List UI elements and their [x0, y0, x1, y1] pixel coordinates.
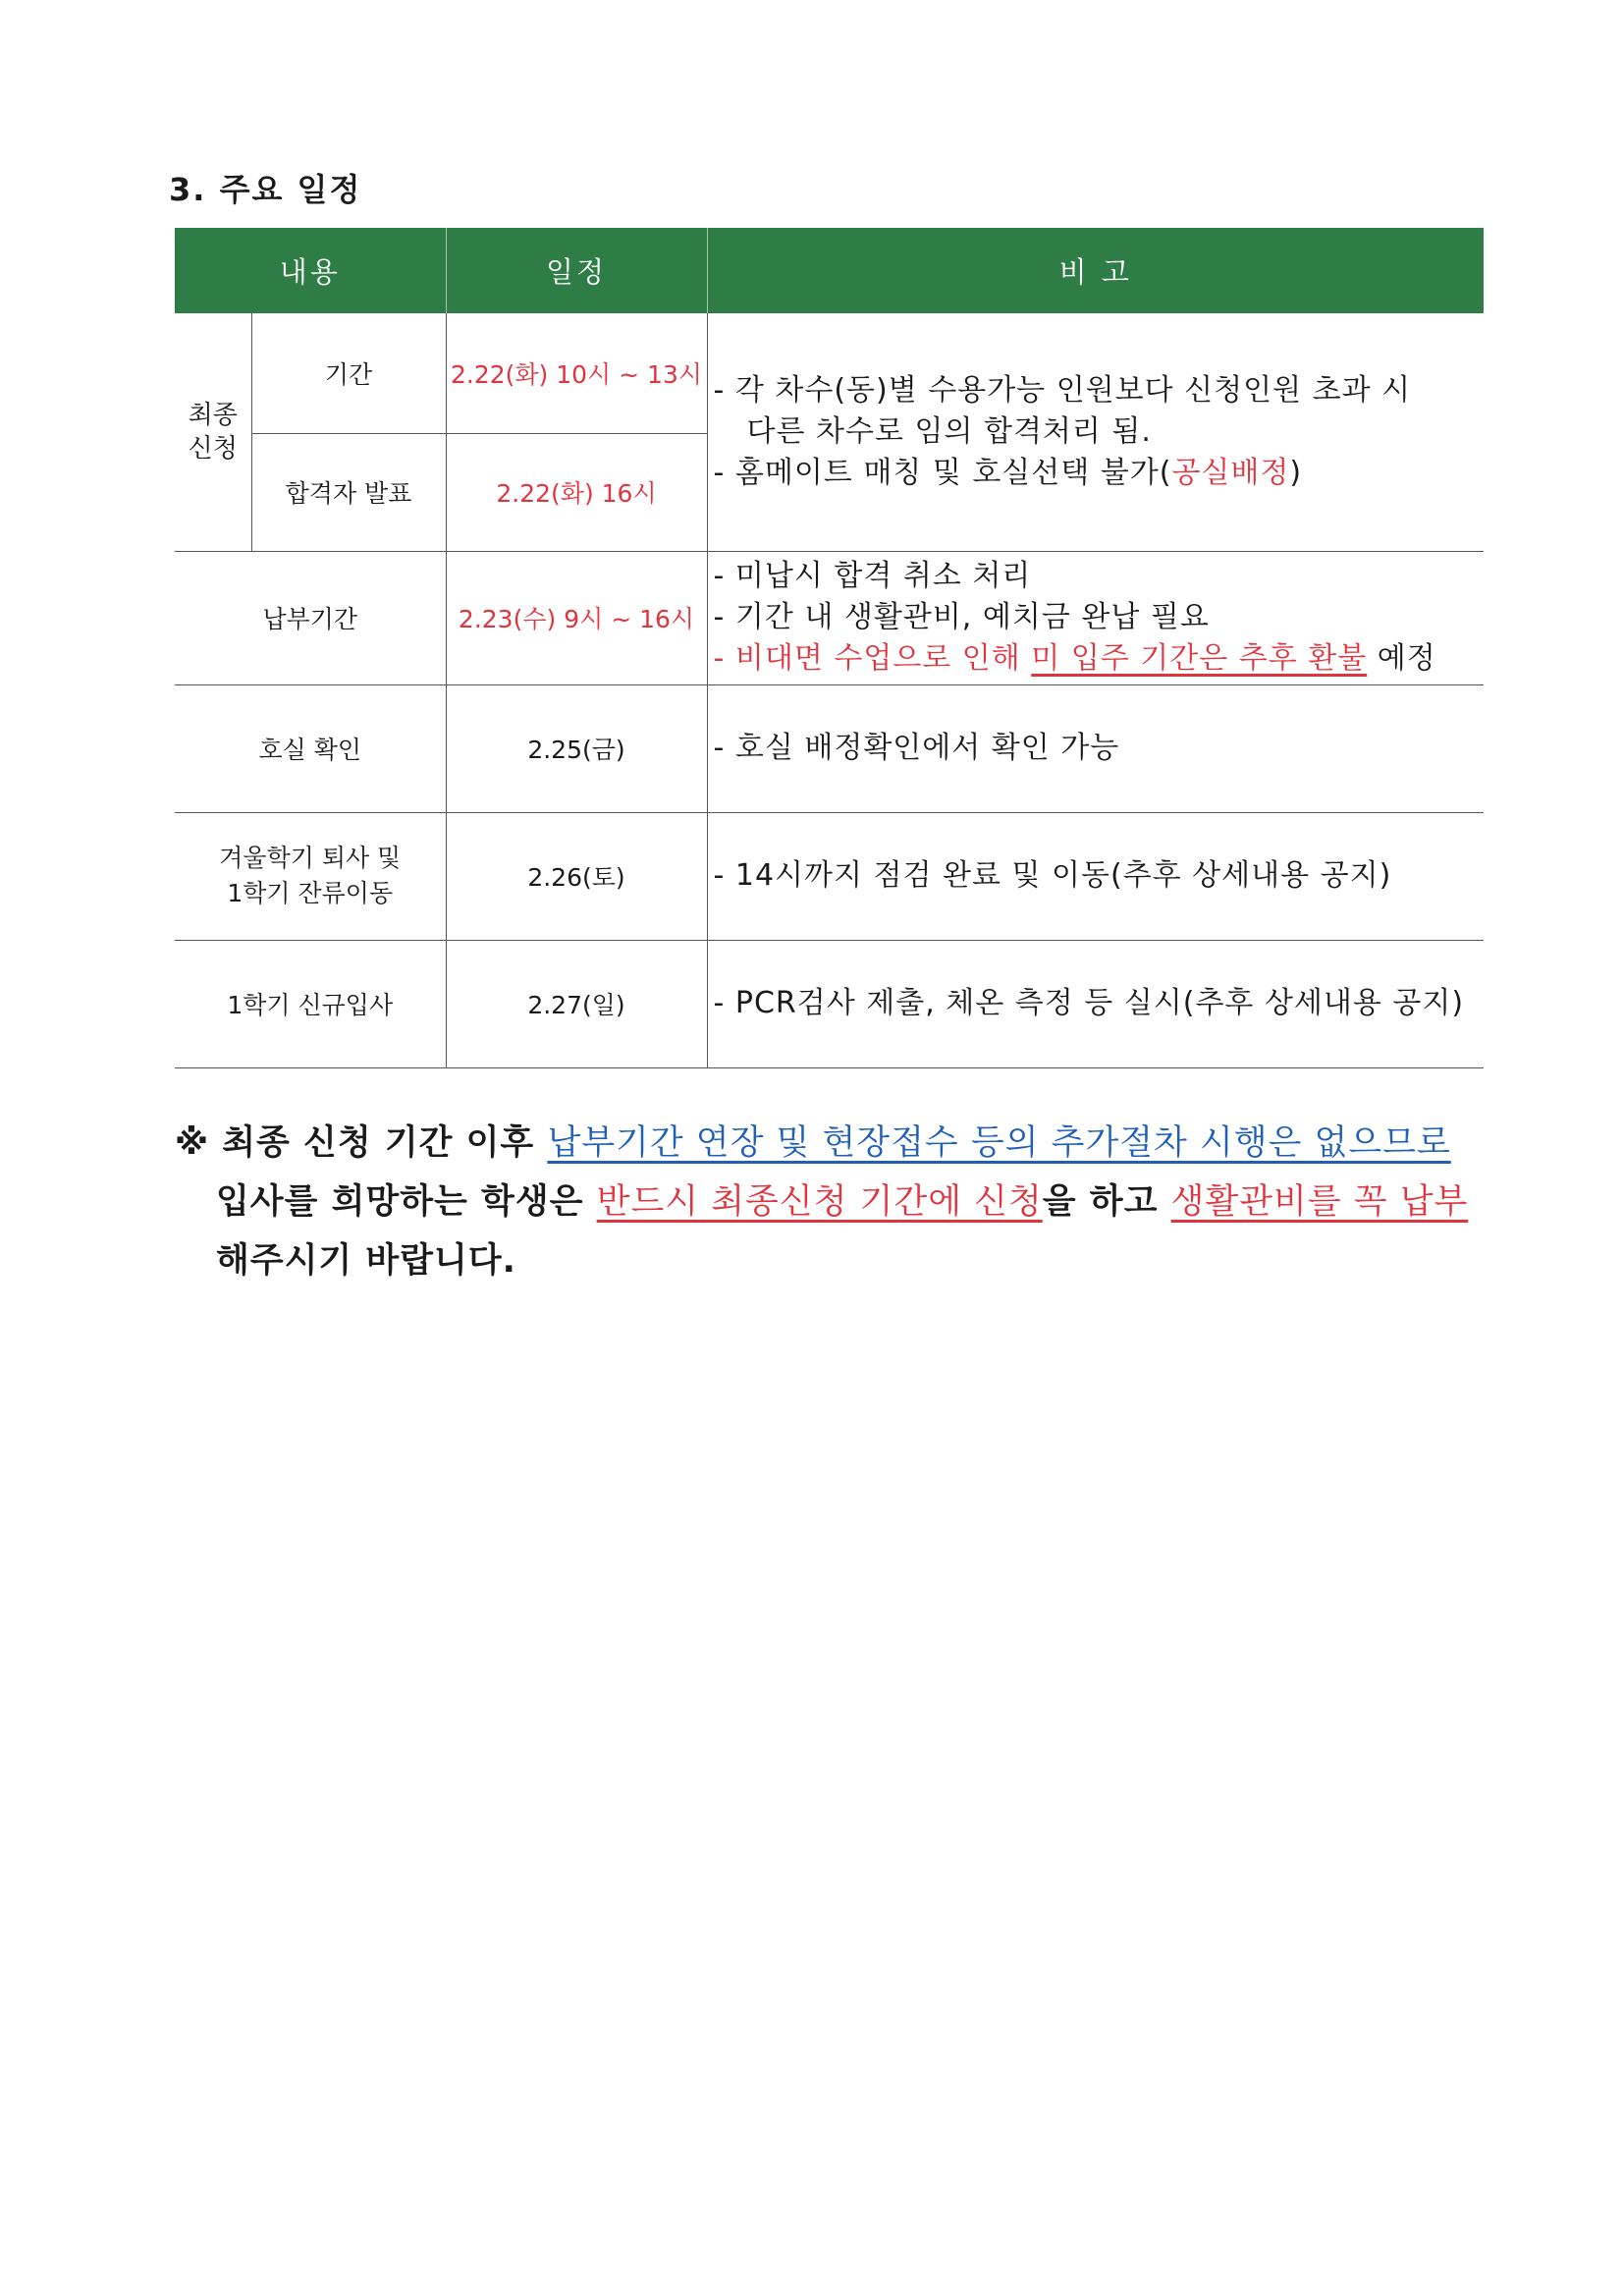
winter-checkout-label: 겨울학기 퇴사 및 1학기 잔류이동 [175, 812, 446, 940]
remark-text: 예정 [1367, 641, 1436, 676]
final-application-remarks [707, 313, 1484, 551]
remark-highlight-underlined: 미 입주 기간은 추후 환불 [1031, 641, 1368, 676]
notice-line [175, 1173, 1490, 1231]
notice-highlight-red: 반드시 최종신청 기간에 신청 [596, 1182, 1043, 1222]
table-row [175, 551, 1484, 684]
remark-line: - 각 차수(동)별 수용가능 인원보다 신청인원 초과 시 [713, 372, 1412, 408]
notice-text: 을 하고 [1042, 1182, 1171, 1222]
remark-line: 다른 차수로 임의 합격처리 됨. [746, 413, 1152, 449]
notice-text: ※ 최종 신청 기간 이후 [175, 1123, 548, 1163]
remark-line: - 미납시 합격 취소 처리 [713, 559, 1032, 593]
winter-checkout-remark: - 14시까지 점검 완료 및 이동(추후 상세내용 공지) [707, 812, 1484, 940]
remark-highlight: - 비대면 수업으로 인해 [713, 641, 1032, 676]
period-date: 2.22(화) 10시 ~ 13시 [446, 313, 707, 433]
room-check-remark: - 호실 배정확인에서 확인 가능 [707, 684, 1484, 812]
payment-remarks [707, 551, 1484, 684]
notice-line [175, 1114, 1490, 1173]
remark-text: ) [1289, 455, 1303, 490]
remark-text: - 홈메이트 매칭 및 호실선택 불가( [713, 455, 1172, 490]
new-move-in-label: 1학기 신규입사 [175, 940, 446, 1067]
new-move-in-remark: - PCR검사 제출, 체온 측정 등 실시(추후 상세내용 공지) [707, 940, 1484, 1067]
notice-highlight-red: 생활관비를 꼭 납부 [1170, 1182, 1469, 1222]
remark-line [714, 638, 1485, 680]
schedule-table [175, 228, 1484, 1068]
header-content: 내용 [175, 228, 446, 313]
header-schedule: 일정 [446, 228, 707, 313]
period-label: 기간 [251, 313, 446, 433]
notice-text: 입사를 희망하는 학생은 [216, 1182, 597, 1222]
payment-date: 2.23(수) 9시 ~ 16시 [446, 551, 707, 684]
result-label: 합격자 발표 [251, 433, 446, 551]
result-date: 2.22(화) 16시 [446, 433, 707, 551]
table-row [175, 313, 1484, 433]
room-check-label: 호실 확인 [175, 684, 446, 812]
remark-line: - 기간 내 생활관비, 예치금 완납 필요 [713, 600, 1210, 634]
table-header-row [175, 228, 1484, 313]
remark-line [714, 453, 1485, 494]
table-row [175, 940, 1484, 1067]
section-heading: 3. 주요 일정 [169, 171, 362, 208]
final-application-label: 최종 신청 [175, 313, 251, 551]
payment-label: 납부기간 [175, 551, 446, 684]
header-remarks: 비 고 [707, 228, 1484, 313]
notice-line: 해주시기 바랍니다. [216, 1241, 516, 1281]
notice-paragraph [175, 1114, 1490, 1290]
table-row [175, 812, 1484, 940]
new-move-in-date: 2.27(일) [446, 940, 707, 1067]
room-check-date: 2.25(금) [446, 684, 707, 812]
winter-checkout-date: 2.26(토) [446, 812, 707, 940]
notice-highlight-blue: 납부기간 연장 및 현장접수 등의 추가절차 시행은 없으므로 [547, 1123, 1451, 1163]
remark-highlight: 공실배정 [1171, 455, 1290, 490]
table-row [175, 684, 1484, 812]
